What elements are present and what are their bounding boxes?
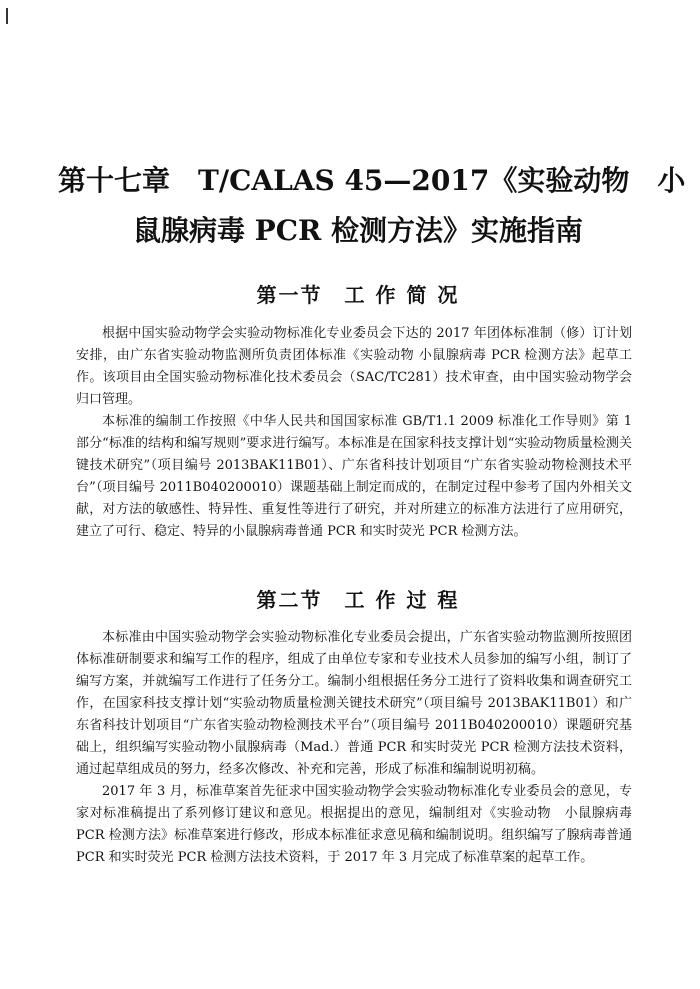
section-2-paragraph-1: 本标准由中国实验动物学会实验动物标准化专业委员会提出，广东省实验动物监测所按照团体标准研制要求和编写工作的程序，组成了由单位专家和专业技术人员参加的编写小组，制订了编写方案，并就编写工作进行了任务分工。编制小组根据任务分工进行了资料收集和调查研究工作，在国家科技支撑计划“实验动物质量检测关键技术研究”（项目编号 2013BAK11B01）和广东省科技计划项目“广东省实验动物检测技术平台”（项目编号 2011B040200010）课题研究基础上，组织编写实验动物小鼠腺病毒（Mad.）普通 PCR 和实时荧光 PCR 检测方法技术资料，通过起草组成员的努力，经多次修改、补充和完善，形成了标准和编制说明初稿。	[76, 630, 632, 777]
chapter-title-line-1: 第十七章 T/CALAS 45—2017《实验动物 小	[58, 164, 686, 197]
section-2-name: 工 作 过 程	[344, 588, 460, 612]
section-2-paragraph-2: 2017 年 3 月，标准草案首先征求中国实验动物学会实验动物标准化专业委员会的意见，专家对标准稿提出了系列修订建议和意见。根据提出的意见，编制组对《实验动物 小鼠腺病毒 PCR 检测方法》标准草案进行修改，形成本标准征求意见稿和编制说明。组织编写了腺病毒普通 PCR 和实时荧光 PCR 检测方法技术资料，于 2017 年 3 月完成了标准草案的起草工作。	[76, 784, 632, 865]
page-edge-mark	[6, 8, 8, 24]
section-1-paragraph-2: 本标准的编制工作按照《中华人民共和国国家标准 GB/T1.1 2009 标准化工作导则》第 1 部分“标准的结构和编写规则”要求进行编写。本标准是在国家科技支撑计划“实验动物质量检测关键技术研究”（项目编号 2013BAK11B01）、广东省科技计划项目“广东省实验动物检测技术平台”（项目编号 2011B040200010）课题基础上制定而成的，在制定过程中参考了国内外相关文献，对方法的敏感性、特异性、重复性等进行了研究，并对所建立的标准方法进行了应用研究，建立了可行、稳定、特异的小鼠腺病毒普通 PCR 和实时荧光 PCR 检测方法。	[76, 414, 632, 539]
section-1-title	[58, 280, 658, 310]
section-1-number: 第一节	[256, 283, 323, 307]
chapter-title-line-2: 鼠腺病毒 PCR 检测方法》实施指南	[132, 214, 584, 247]
section-1-paragraph-1: 根据中国实验动物学会实验动物标准化专业委员会下达的 2017 年团体标准制（修）订计划安排，由广东省实验动物监测所负责团体标准《实验动物 小鼠腺病毒 PCR 检测方法》起草工作。该项目由全国实验动物标准化技术委员会（SAC/TC281）技术审查，由中国实验动物学会归口管理。	[76, 326, 632, 407]
chapter-title	[58, 156, 686, 256]
section-2-title	[58, 585, 658, 615]
section-1-name: 工 作 简 况	[344, 283, 460, 307]
section-2-body	[76, 627, 632, 869]
section-1-body	[76, 323, 632, 543]
section-2-number: 第二节	[256, 588, 323, 612]
